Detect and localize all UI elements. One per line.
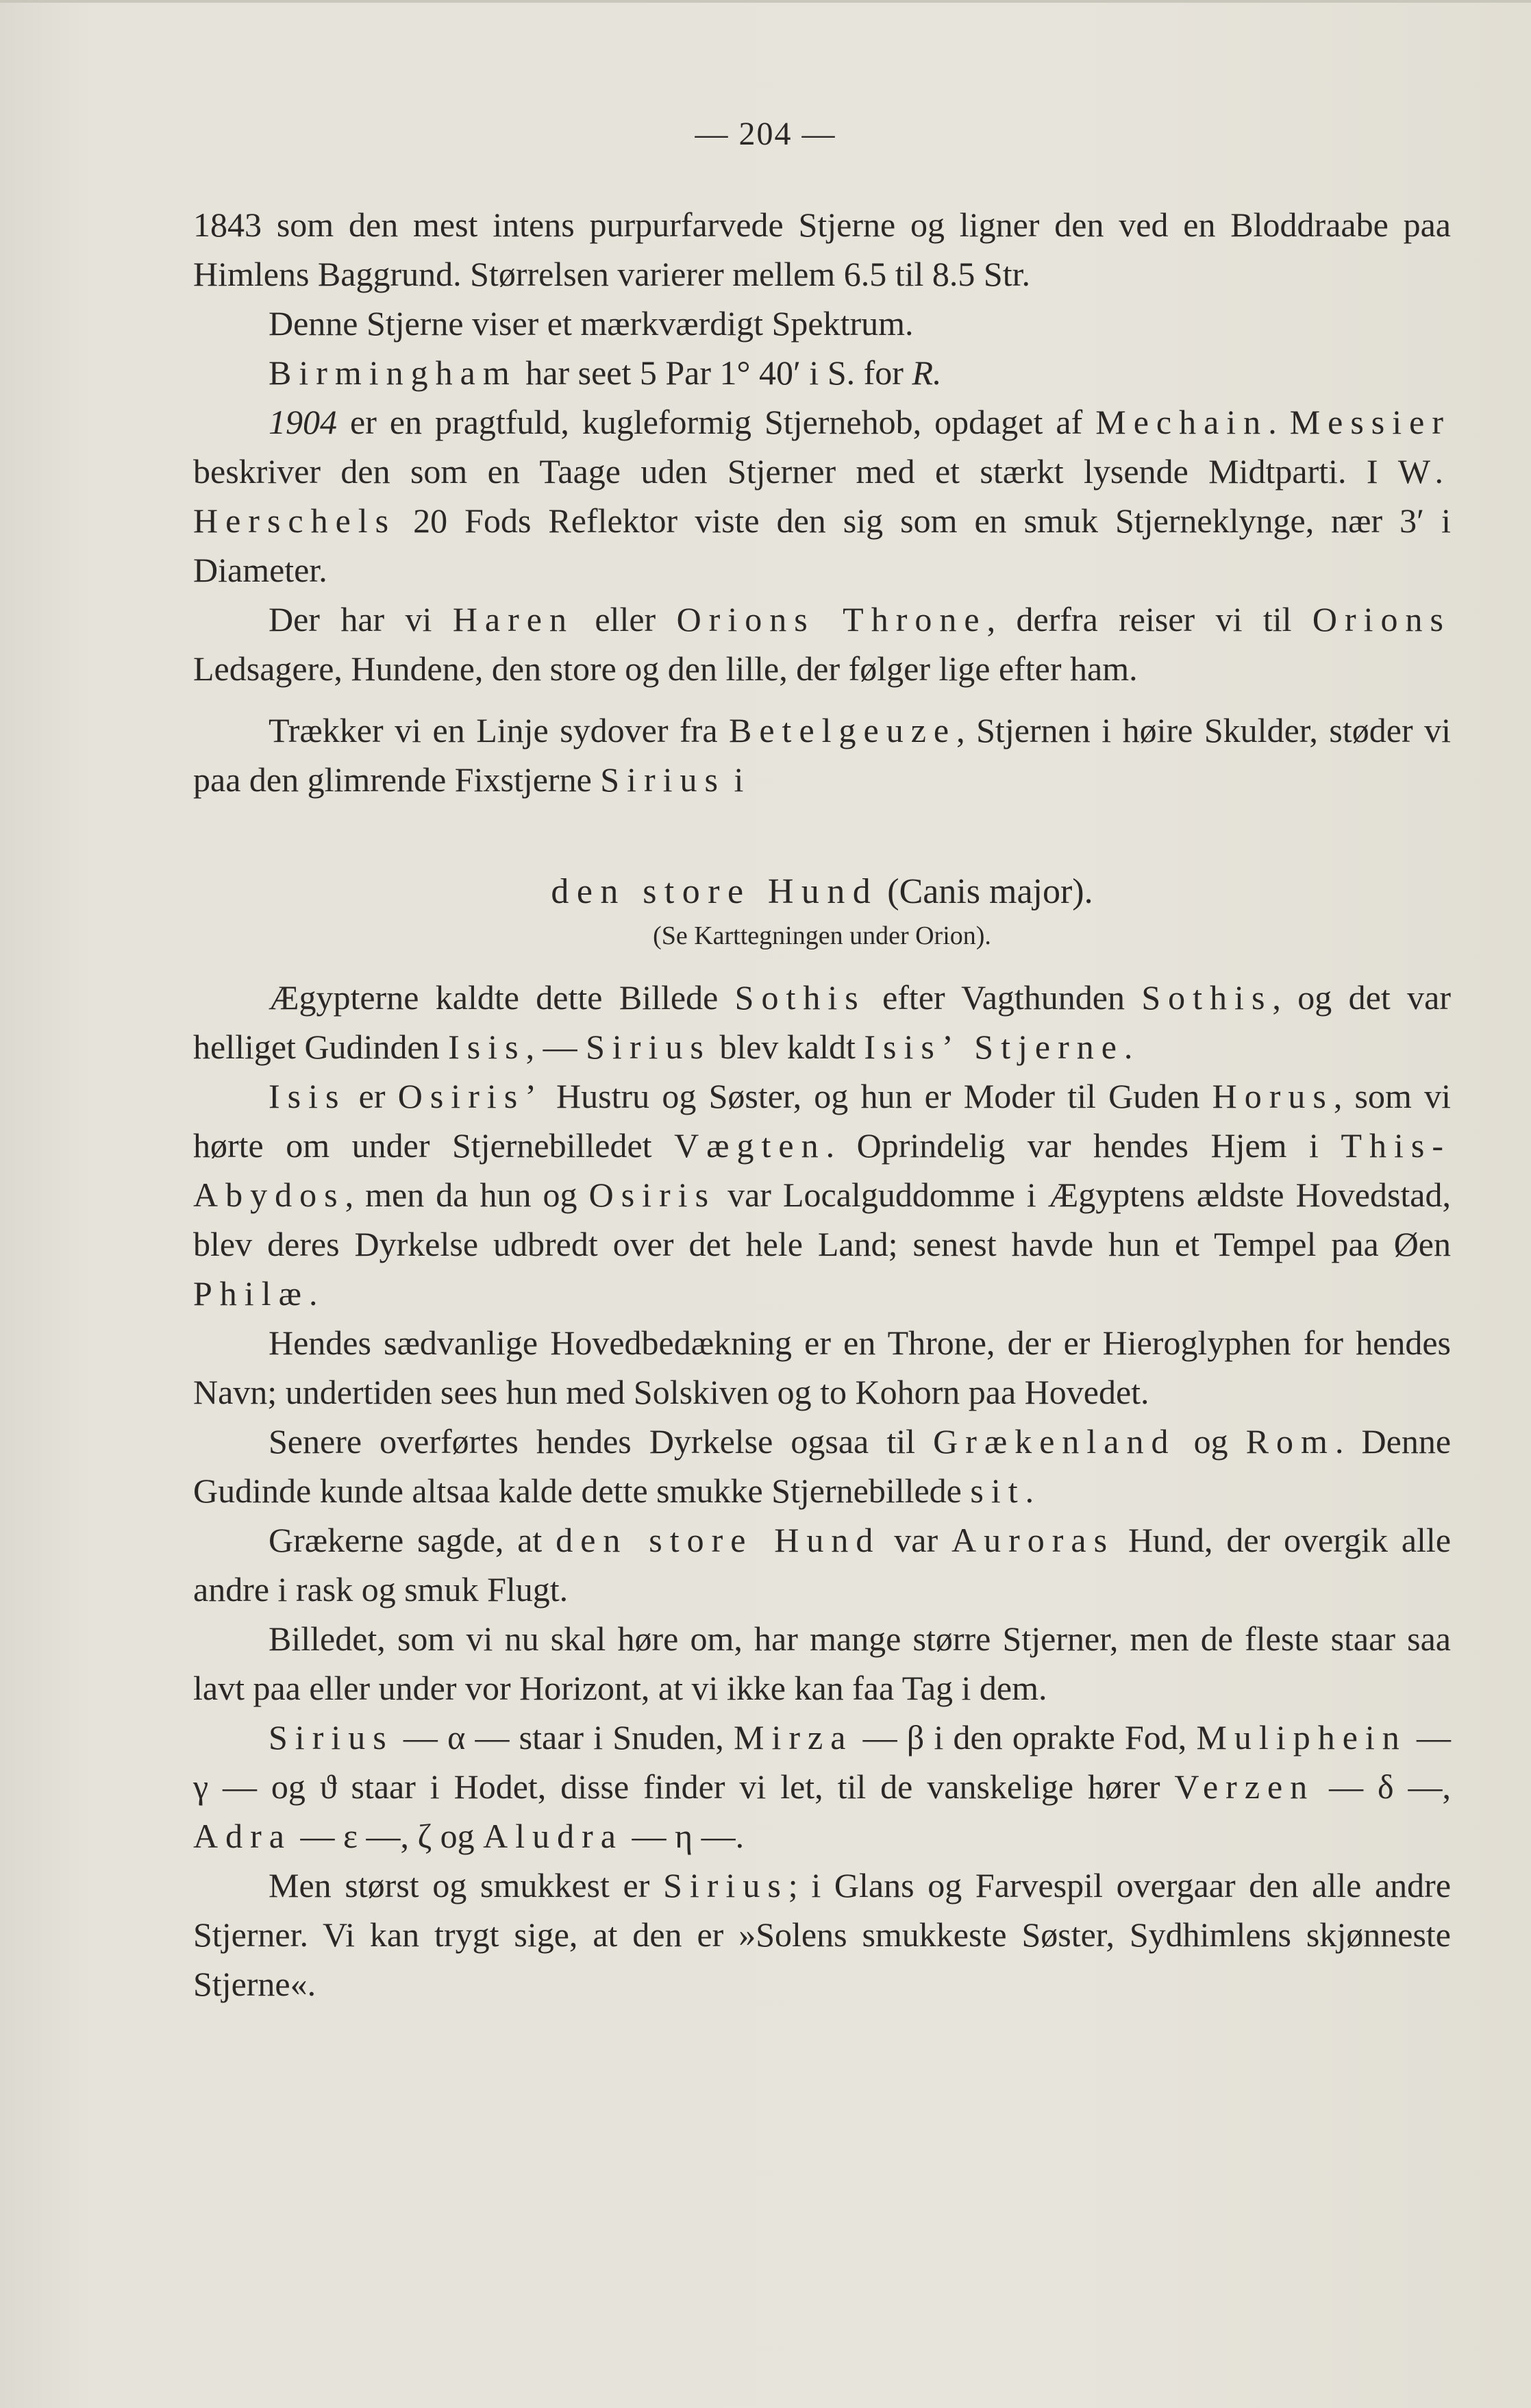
spaced-name: Sirius: [269, 1718, 394, 1757]
paragraph: Der har vi Haren eller Orions Throne, derfra reiser vi til Orions Ledsagere, Hundene, den store og den lille, der følger lige efter ham.: [193, 600, 1452, 688]
paragraph: Men størst og smukkest er Sirius; i Glans og Farvespil overgaar den alle andre Stjerner. Vi kan trygt sige, at den er »Solens smukkeste Søster, Sydhimlens skjønneste Stjerne«.: [193, 1866, 1452, 2003]
paragraph: Sirius — α — staar i Snuden, Mirza — β i den oprakte Fod, Muliphein — γ — og ϑ staar i Hodet, disse finder vi let, til de vanskelige hører Verzen — δ —, Adra — ε —, ζ og Aludra — η —.: [193, 1718, 1452, 1855]
paragraph: Denne Stjerne viser et mærkværdigt Spektrum.: [269, 304, 914, 343]
section-subheading: (Se Karttegningen under Orion).: [653, 921, 991, 950]
spaced-name: Sirius: [600, 760, 725, 799]
spaced-name: Isis’ Stjerne: [864, 1028, 1124, 1066]
spaced-name: This-Abydos: [193, 1126, 1451, 1214]
paragraph: Ægypterne kaldte dette Billede Sothis efter Vagthunden Sothis, og det var helliget Gudinden Isis, — Sirius blev kaldt Isis’ Stjerne.: [193, 978, 1451, 1066]
spaced-name: Orions Throne: [676, 600, 987, 638]
spaced-name: Adra: [193, 1817, 292, 1855]
spaced-name: Mechain: [1095, 403, 1269, 441]
spaced-name: Osiris’: [397, 1077, 544, 1115]
spaced-name: Grækenland: [933, 1422, 1176, 1461]
spaced-name: Sirius: [586, 1028, 711, 1066]
spaced-name: Orions: [1312, 600, 1452, 638]
spaced-name: Birmingham: [269, 353, 517, 392]
spaced-name: Isis: [448, 1028, 526, 1066]
spaced-name: Osiris: [588, 1176, 717, 1214]
spaced-name: Haren: [452, 600, 574, 638]
paragraph: 1843 som den mest intens purpurfarvede Stjerne og ligner den ved en Bloddraabe paa Himlens Baggrund. Størrelsen varierer mellem 6.5 til 8.5 Str.: [193, 206, 1451, 293]
spaced-name: Aludra: [483, 1817, 623, 1855]
spaced-name: Muliphein: [1196, 1718, 1407, 1757]
spaced-name: Auroras: [951, 1521, 1115, 1559]
spaced-name: sit: [970, 1472, 1025, 1510]
spaced-name: Betelgeuze: [729, 711, 957, 749]
paragraph: Isis er Osiris’ Hustru og Søster, og hun er Moder til Guden Horus, som vi hørte om under Stjernebilledet Vægten. Oprindelig var hendes Hjem i This-Abydos, men da hun og Osiris var Localguddomme i Ægyptens ældste Hovedstad, blev deres Dyrkelse udbredt over det hele Land; senest havde hun et Tempel paa Øen Philæ.: [193, 1077, 1451, 1313]
paragraph: Trækker vi en Linje sydover fra Betelgeuze, Stjernen i høire Skulder, støder vi paa den glimrende Fixstjerne Sirius i: [193, 711, 1451, 799]
spaced-name: Sirius: [663, 1866, 788, 1904]
spaced-name: den store Hund: [556, 1521, 881, 1559]
paragraph: 1904 er en pragtfuld, kugleformig Stjernehob, opdaget af Mechain. Messier beskriver den som en Taage uden Stjerner med et stærkt lysende Midtparti. I W. Herschels 20 Fods Reflektor viste den sig som en smuk Stjerneklynge, nær 3′ i Diameter.: [193, 403, 1452, 589]
spaced-name: Messier: [1289, 403, 1452, 441]
spaced-name: Horus: [1212, 1077, 1334, 1115]
spaced-name: Isis: [269, 1077, 347, 1115]
spaced-name: Vægten: [674, 1126, 826, 1165]
section-heading: den store Hund (Canis major).: [551, 872, 1093, 911]
page-number: — 204 —: [695, 116, 836, 152]
spaced-name: Mirza: [734, 1718, 854, 1757]
body-text: [193, 200, 1451, 2009]
spaced-name: Sothis: [734, 978, 866, 1017]
catalog-number: 1904: [269, 403, 337, 441]
paragraph: Birmingham har seet 5 Par 1° 40′ i S. for R.: [269, 353, 942, 392]
spaced-name: Sothis: [1141, 978, 1273, 1017]
spaced-name: Philæ: [193, 1274, 309, 1313]
spaced-name: W. Herschels: [193, 452, 1451, 540]
paragraph: Hendes sædvanlige Hovedbedækning er en Throne, der er Hieroglyphen for hendes Navn; undertiden sees hun med Solskiven og to Kohorn paa Hovedet.: [193, 1324, 1451, 1411]
spaced-name: Rom: [1245, 1422, 1335, 1461]
spaced-name: Verzen: [1174, 1767, 1315, 1806]
paragraph: Billedet, som vi nu skal høre om, har mange større Stjerner, men de fleste staar saa lavt paa eller under vor Horizont, at vi ikke kan faa Tag i dem.: [193, 1619, 1451, 1707]
paragraph: Grækerne sagde, at den store Hund var Auroras Hund, der overgik alle andre i rask og smuk Flugt.: [193, 1521, 1452, 1609]
paragraph: Senere overførtes hendes Dyrkelse ogsaa til Grækenland og Rom. Denne Gudinde kunde altsaa kalde dette smukke Stjernebillede sit.: [193, 1422, 1452, 1510]
